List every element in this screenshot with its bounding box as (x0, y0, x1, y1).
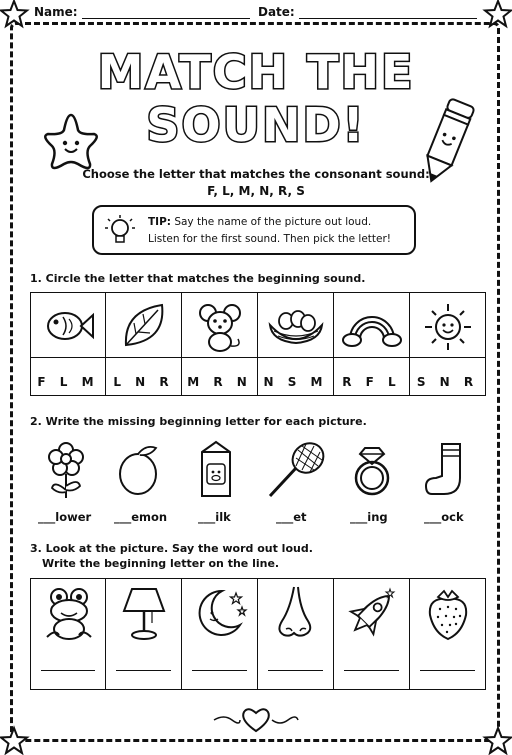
match-card (106, 292, 182, 396)
word-blank-5[interactable]: ___ing (350, 510, 388, 524)
nose-icon (272, 585, 320, 641)
section-2-instruction: 2. Write the missing beginning letter for each picture. (30, 415, 367, 428)
nest-icon (266, 305, 326, 349)
word-blank-2[interactable]: ___emon (114, 510, 168, 524)
picture-card (182, 578, 258, 690)
strawberry-icon (424, 585, 472, 641)
word-blank-1[interactable]: ___lower (38, 510, 92, 524)
tip-text (148, 214, 391, 248)
answer-line[interactable] (41, 670, 95, 671)
leaf-icon (118, 301, 170, 351)
match-card (258, 292, 334, 396)
section-3-grid (30, 578, 486, 690)
tip-line-2: Listen for the first sound. Then pick the letter! (148, 233, 392, 245)
lemon-icon (116, 442, 162, 498)
picture-card (334, 578, 410, 690)
tip-box (92, 205, 416, 255)
instruction-subtitle: Choose the letter that matches the consonant sound: (82, 167, 430, 181)
star-corner-icon (0, 0, 28, 28)
section-1-instruction: 1. Circle the letter that matches the beginning sound. (30, 272, 366, 285)
word-blank-6[interactable]: ___ock (424, 510, 464, 524)
name-field[interactable] (34, 5, 250, 19)
frog-icon (41, 585, 97, 641)
star-corner-icon (484, 727, 512, 755)
sun-icon (422, 301, 474, 353)
moon-icon (192, 585, 248, 641)
net-icon (266, 438, 328, 500)
title-line-1: MATCH THE (97, 45, 415, 99)
ring-icon (352, 438, 392, 498)
match-card (182, 292, 258, 396)
picture-card (258, 578, 334, 690)
letter-choices[interactable]: L N R (113, 375, 174, 389)
answer-line[interactable] (192, 670, 247, 671)
answer-line[interactable] (344, 670, 399, 671)
match-card (334, 292, 410, 396)
mouse-icon (194, 301, 246, 353)
name-line[interactable] (82, 7, 250, 19)
letter-choices[interactable]: N S M (263, 375, 328, 389)
section-3-line-2: Write the beginning letter on the line. (42, 557, 280, 570)
consonant-list: F, L, M, N, R, S (207, 184, 305, 198)
section-1-grid (30, 292, 486, 396)
fish-icon (43, 303, 95, 349)
match-card (410, 292, 486, 396)
picture-card (30, 578, 106, 690)
star-corner-icon (484, 0, 512, 28)
rainbow-icon (342, 305, 402, 349)
picture-card (410, 578, 486, 690)
picture-card (106, 578, 182, 690)
word-blank-4[interactable]: ___et (276, 510, 307, 524)
date-label: Date: (258, 5, 295, 19)
word-blank-3[interactable]: ___ilk (198, 510, 231, 524)
flower-icon (44, 440, 88, 500)
title-line-2: SOUND! (146, 98, 366, 152)
date-line[interactable] (299, 7, 477, 19)
milk-icon (196, 438, 236, 498)
match-card (30, 292, 106, 396)
heart-icon (210, 704, 302, 734)
star-corner-icon (0, 727, 28, 755)
letter-choices[interactable]: F L M (37, 375, 99, 389)
tip-line-1: Say the name of the picture out loud. (174, 216, 372, 228)
sock-icon (424, 440, 468, 498)
lamp-icon (120, 585, 168, 641)
lightbulb-icon (102, 213, 138, 249)
letter-choices[interactable]: R F L (342, 375, 401, 389)
date-field[interactable] (258, 5, 477, 19)
answer-line[interactable] (268, 670, 323, 671)
section-3-line-1: 3. Look at the picture. Say the word out loud. (30, 542, 313, 555)
name-label: Name: (34, 5, 78, 19)
answer-line[interactable] (116, 670, 171, 671)
answer-line[interactable] (420, 670, 475, 671)
tip-label: TIP: (148, 216, 171, 228)
letter-choices[interactable]: M R N (187, 375, 252, 389)
section-3-instruction (30, 541, 313, 571)
letter-choices[interactable]: S N R (416, 375, 479, 389)
rocket-icon (344, 585, 400, 641)
smiling-star-icon (38, 112, 104, 174)
